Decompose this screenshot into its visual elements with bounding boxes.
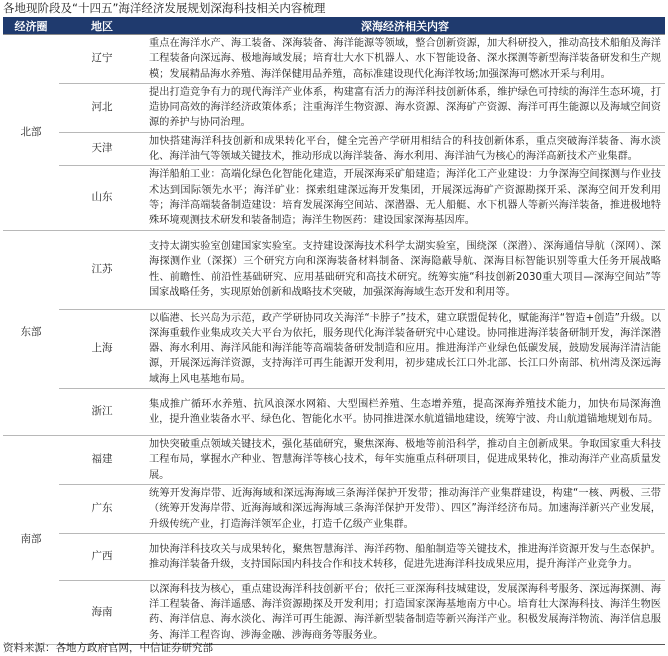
table-row bbox=[3, 436, 665, 485]
table-row bbox=[3, 230, 665, 309]
content-cell: 统筹开发海岸带、近海海域和深远海海域三条海洋保护开发带；推动海洋产业集群建设，构建“一核、两极、三带（统筹开发海岸带、近海海域和深远海海域三条海洋保护开发带）、四区”海洋经济布局。加速海洋新兴产业发展，升级传统产业，打造海洋领军企业，打造千亿级产业集群。 bbox=[145, 484, 665, 533]
content-cell: 重点在海洋水产、海工装备、深海装备、海洋能源等领域，整合创新资源，加大科研投入，推动高技术船舶及海洋工程装备向深远海、极地海域发展；培育壮大水下机器人、水下智能设备、深水探测等新型海洋装备研发和生产规模；发展精品海水养殖、海洋保健用品养殖，高标准建设现代化海洋牧场;加强深海可燃冰开采与利用。 bbox=[145, 35, 665, 84]
header-province: 地区 bbox=[59, 17, 145, 35]
province-cell: 广西 bbox=[59, 533, 145, 580]
table-row bbox=[3, 389, 665, 436]
table-row bbox=[3, 83, 665, 132]
table-row bbox=[3, 166, 665, 230]
province-cell: 浙江 bbox=[59, 389, 145, 436]
province-cell: 天津 bbox=[59, 132, 145, 166]
province-cell: 海南 bbox=[59, 580, 145, 644]
table-row bbox=[3, 132, 665, 166]
header-content: 深海经济相关内容 bbox=[145, 17, 665, 35]
table-row bbox=[3, 484, 665, 533]
content-cell: 提出打造竞争有力的现代海洋产业体系，构建富有活力的海洋科技创新体系，维护绿色可持续的海洋生态环境，打造协同高效的海洋经济政策体系；注重海洋生物资源、海水资源、深海矿产资源、海洋可再生能源以及海域空间资源的养护与协同治理。 bbox=[145, 83, 665, 132]
table-row bbox=[3, 580, 665, 644]
content-cell: 加快海洋科技攻关与成果转化，聚焦智慧海洋、海洋药物、船舶制造等关键技术，推进海洋资源开发与生态保护。推动海洋装备升级，支持国际国内科技合作和技术转移，促进先进海洋科技成果应用，提升海洋产业竞争力。 bbox=[145, 533, 665, 580]
province-cell: 福建 bbox=[59, 436, 145, 485]
header-region: 经济圈 bbox=[3, 17, 59, 35]
province-cell: 河北 bbox=[59, 83, 145, 132]
page-title: 各地现阶段及“十四五”海洋经济发展规划深海科技相关内容梳理 bbox=[3, 1, 326, 15]
policy-table bbox=[3, 17, 665, 645]
content-cell: 海洋船舶工业：高端化绿色化智能化建造，开展深海采矿船建造；海洋化工产业建设：力争深海空间探测与作业技术达到国际领先水平；海洋矿业：探索组建深远海开发集团，开展深远海矿产资源勘探开采、深海空间开发利用等；海洋高端装备制造建设：培育发展深海空间站、深潜器、无人船艇、水下机器人等新兴海洋装备，推进极地特殊环境观测技术研发和装备制造；海洋生物医药：建设国家深海基因库。 bbox=[145, 166, 665, 230]
content-cell: 加快搭建海洋科技创新和成果转化平台，健全完善产学研用相结合的科技创新体系，重点突破海洋装备、海水淡化、海洋油气等领域关键技术，推动形成以海洋装备、海水利用、海洋油气为核心的海洋高新技术产业集群。 bbox=[145, 132, 665, 166]
province-cell: 广东 bbox=[59, 484, 145, 533]
content-cell: 以临港、长兴岛为示范，政产学研协同攻关海洋“卡脖子”技术，建立联盟促转化，赋能海洋“智造+创造”升级。以深海重载作业集成攻关大平台为依托，服务现代化海洋装备研究中心建设。协同推进海洋装备研制开发，海洋深潜器、海水利用、海洋风能和海洋能等高端装备研发制造和应用。推进海洋产业绿色低碳发展，鼓励发展海洋清洁能源，开展深远海洋资源，支持海洋可再生能源开发利用，初步建成长江口外北部、长江口外南部、杭州湾及深远海域海上风电基地布局。 bbox=[145, 309, 665, 388]
table-row bbox=[3, 35, 665, 84]
table-row bbox=[3, 309, 665, 388]
table-row bbox=[3, 533, 665, 580]
content-cell: 以深海科技为核心，重点建设海洋科技创新平台；依托三亚深海科技城建设，发展深海科考服务、深远海探测、海洋工程装备、海洋遥感、海洋资源勘探及开发利用；打造国家深海基地南方中心。培育壮大深海科技、海洋生物医药、海洋信息、海水淡化、海洋可再生能源、海洋新型装备制造等新兴海洋产业。积极发展海洋物流、海洋信息服务、海洋工程咨询、涉海金融、涉海商务等服务业。 bbox=[145, 580, 665, 644]
region-cell-north: 北部 bbox=[3, 35, 59, 231]
content-cell: 支持太湖实验室创建国家实验室。支持建设深海技术科学太湖实验室，围绕深（深潜）、深海通信导航（深网）、深海探测作业（深探）三个研究方向和深海装备材料制备、深海隐蔽导航、深海目标智能识别等重大任务开展战略性、前瞻性、前沿性基础研究、应用基础研究和高技术研究。统筹实施“科技创新2030重大项目—深海空间站”等国家战略任务，实现原始创新和战略技术突破，加强深海海域生态开发和利用等。 bbox=[145, 230, 665, 309]
content-cell: 加快突破重点领域关键技术，强化基础研究，聚焦深海、极地等前沿科学，推动自主创新成果。争取国家重大科技工程布局，掌握水产种业、智慧海洋等核心技术，每年实施重点科研项目，促进成果转化，推动海洋产业高质量发展。 bbox=[145, 436, 665, 485]
province-cell: 江苏 bbox=[59, 230, 145, 309]
table-header-row bbox=[3, 17, 665, 35]
source-note: 资料来源：各地方政府官网，中信证券研究部 bbox=[3, 642, 213, 654]
region-cell-east: 东部 bbox=[3, 230, 59, 435]
region-cell-south: 南部 bbox=[3, 436, 59, 645]
province-cell: 辽宁 bbox=[59, 35, 145, 84]
province-cell: 上海 bbox=[59, 309, 145, 388]
province-cell: 山东 bbox=[59, 166, 145, 230]
content-cell: 集成推广循环水养殖、抗风浪深水网箱、大型围栏养殖、生态增养殖，提高深海养殖技术能力，加快布局深海渔业，提升渔业装备水平、绿色化、智能化水平。协同推进深水航道锚地建设，统筹宁波、舟山航道锚地规划布局。 bbox=[145, 389, 665, 436]
